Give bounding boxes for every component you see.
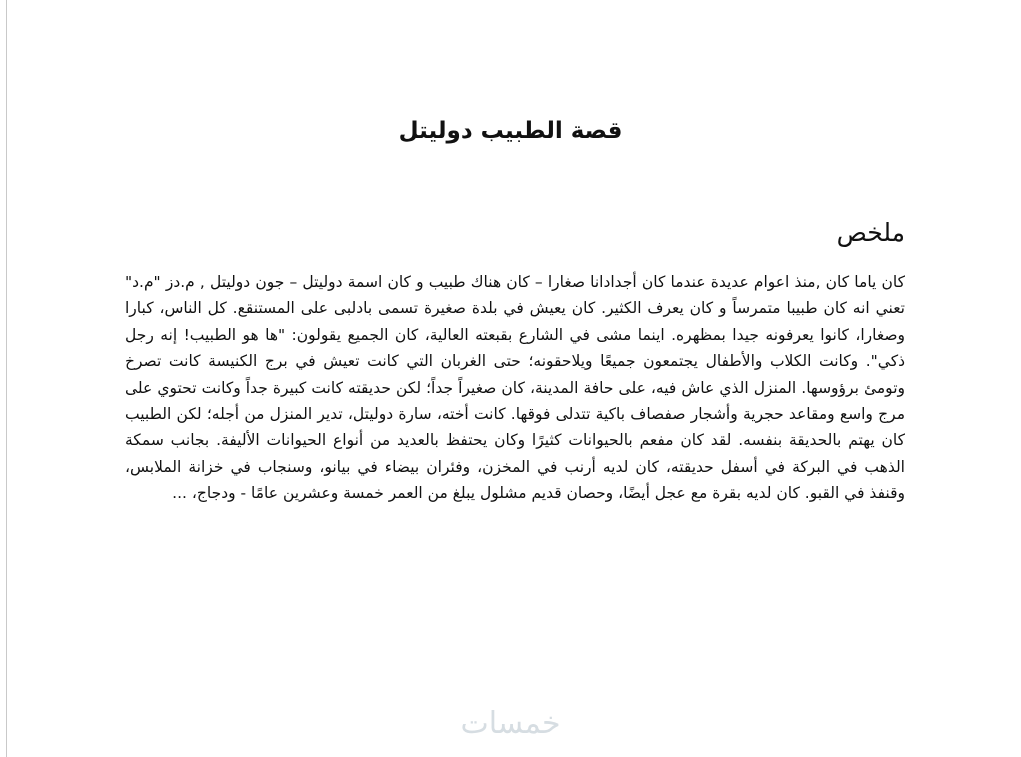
section-heading-summary: ملخص <box>836 218 905 247</box>
summary-paragraph: كان ياما كان ,منذ اعوام عديدة عندما كان أجدادانا صغارا – كان هناك طبيب و كان اسمة دوليتل – جون دوليتل , م.دز "م.د" تعني انه كان طبيبا متمرساً و كان يعرف الكثير. كان يعيش في بلدة صغيرة تسمى بادلبى على المستنقع. كل الناس، كبارا وصغارا، كانوا يعرفونه جيدا بمظهره. اينما مشى في الشارع بقبعته العالية، كان الجميع يقولون: "ها هو الطبيب! إنه رجل ذكي". وكانت الكلاب والأطفال يجتمعون جميعًا ويلاحقونه؛ حتى الغربان التي كانت تعيش في برج الكنيسة كانت تصرخ وتومئ برؤوسها. المنزل الذي عاش فيه، على حافة المدينة، كان صغيراً جداً؛ لكن حديقته كانت كبيرة جداً وكانت تحتوي على مرج واسع ومقاعد حجرية وأشجار صفصاف باكية تتدلى فوقها. كانت أخته، سارة دوليتل، تدير المنزل من أجله؛ لكن الطبيب كان يهتم بالحديقة بنفسه. لقد كان مفعم بالحيوانات كثيرًا وكان يحتفظ بالعديد من أنواع الحيوانات الأليفة. بجانب سمكة الذهب في البركة في أسفل حديقته، كان لديه أرنب في المخزن، وفئران بيضاء في بيانو، وسنجاب في خزانة الملابس، وقنفذ في القبو. كان لديه بقرة مع عجل أيضًا، وحصان قديم مشلول يبلغ من العمر خمسة وعشرين عامًا - ودجاج، ... <box>125 273 905 503</box>
page-edge-divider <box>6 0 7 757</box>
watermark-logo: خمسات <box>460 706 561 741</box>
document-title: قصة الطبيب دوليتل <box>398 118 623 144</box>
